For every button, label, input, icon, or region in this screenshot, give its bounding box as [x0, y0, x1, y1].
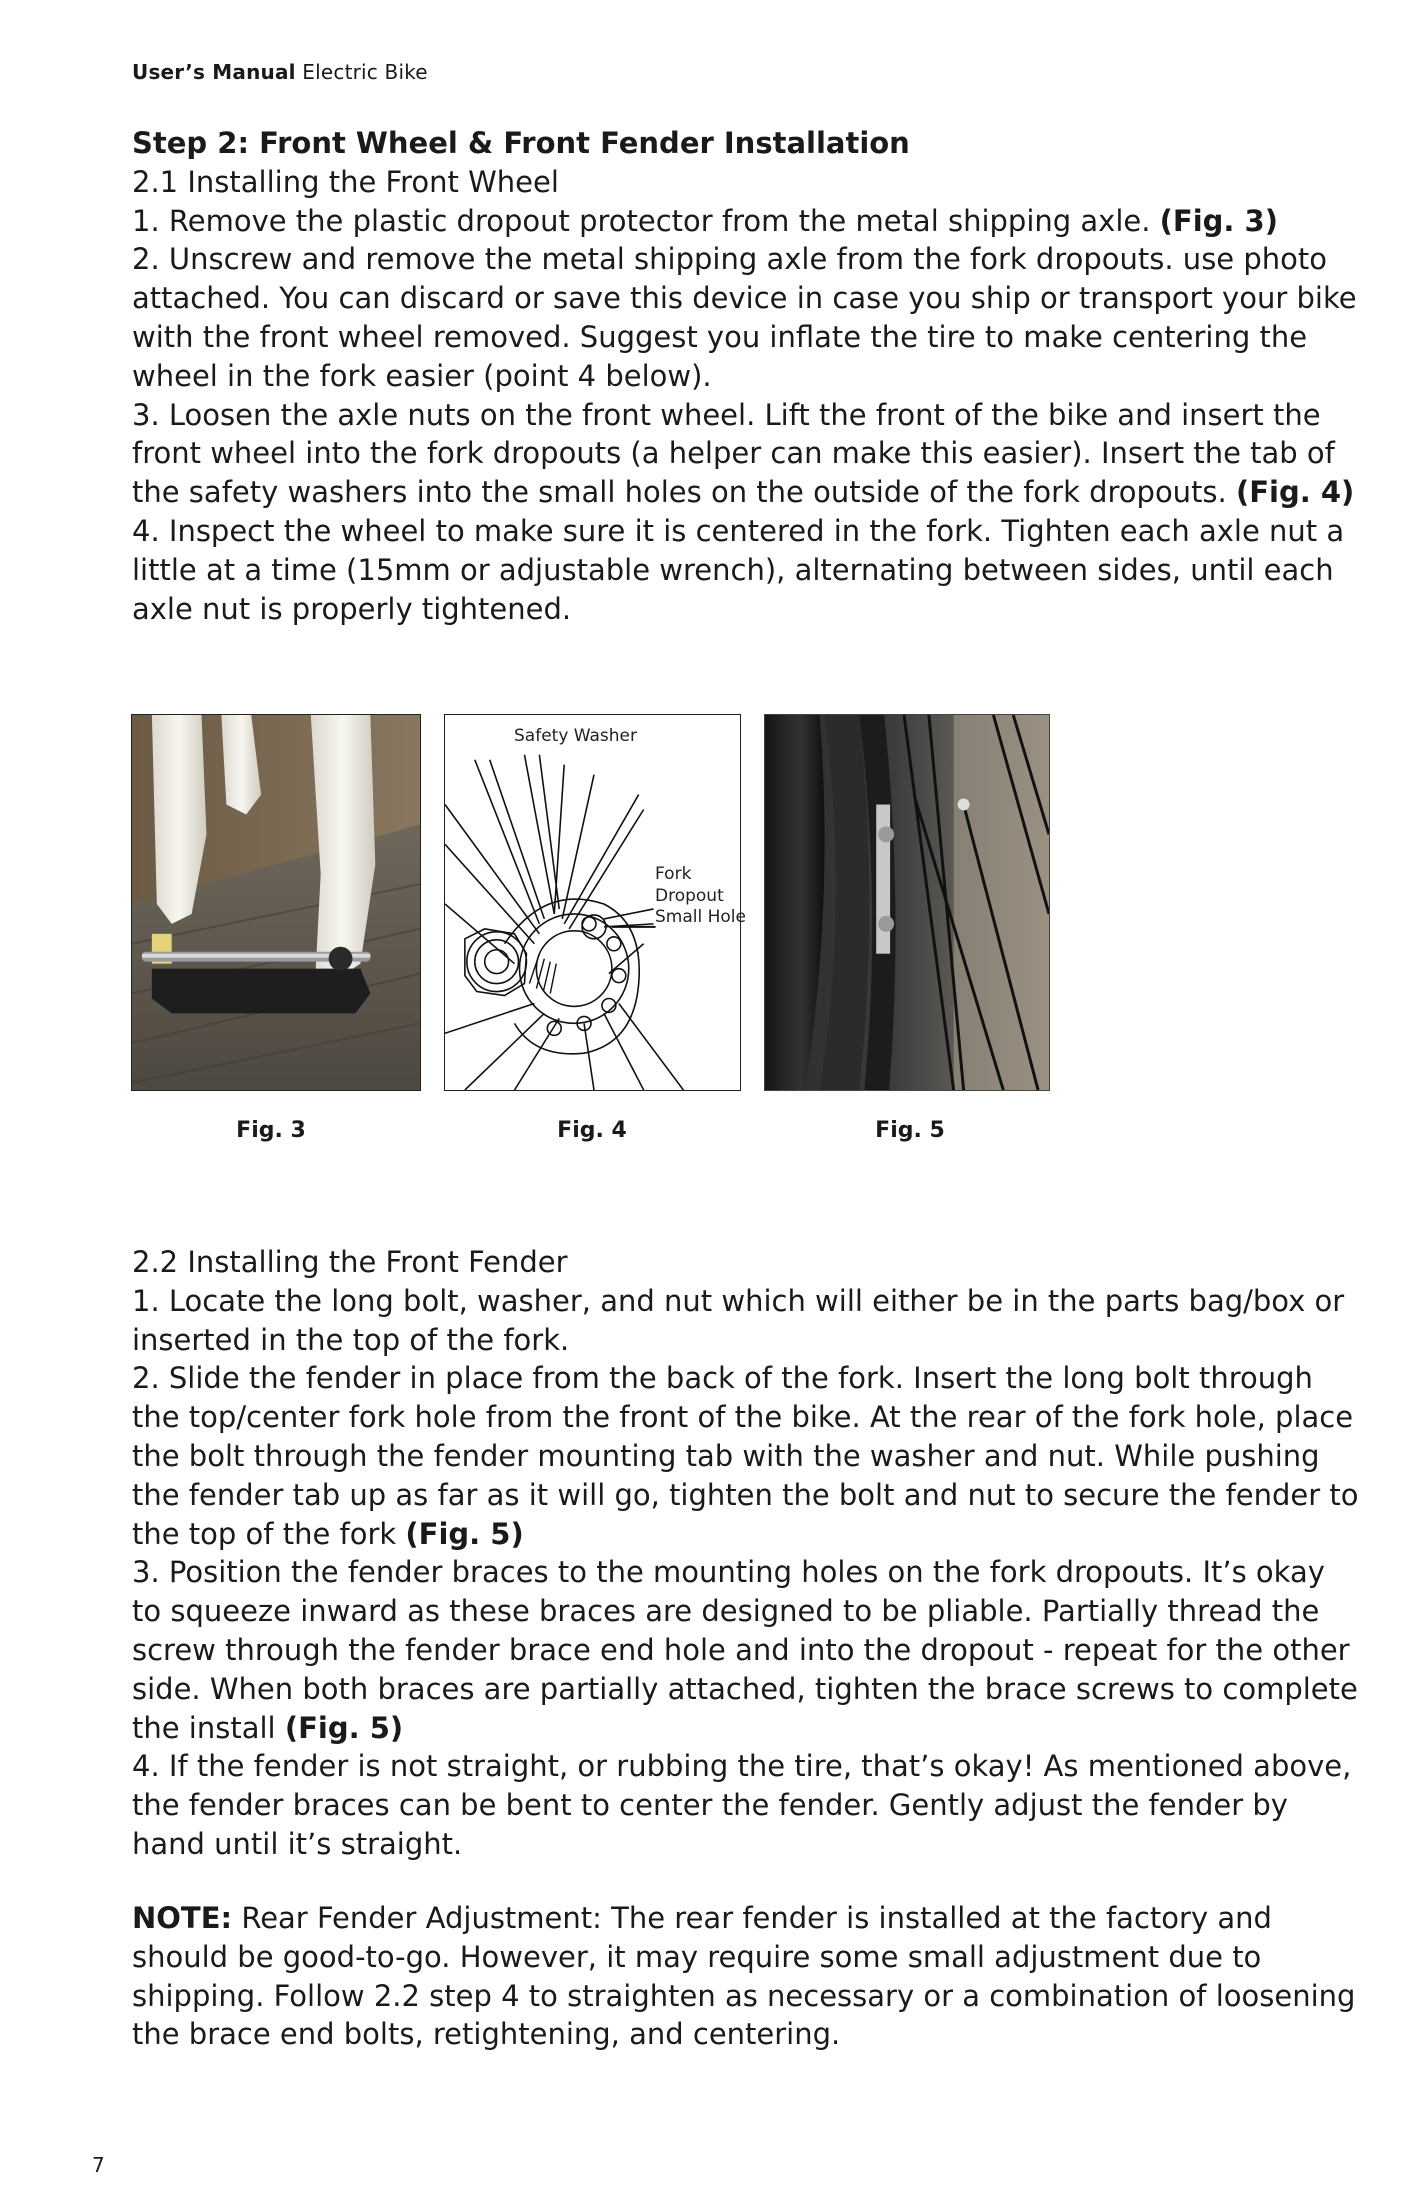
fender-step-2 [132, 1359, 1362, 1553]
fig-4-label-line: Fork [655, 864, 692, 884]
front-wheel-section [132, 124, 1362, 628]
subsection-title-front-fender: 2.2 Installing the Front Fender [132, 1245, 568, 1279]
header-manual-title: User’s Manual [132, 60, 296, 84]
page-number: 7 [92, 2153, 105, 2177]
fig-reference: (Fig. 5) [405, 1516, 524, 1551]
fig-3-photo [131, 714, 421, 1091]
fig-reference: (Fig. 3) [1159, 203, 1278, 238]
fig-4-label-line: Dropout [655, 885, 724, 906]
fender-step-1: 1. Locate the long bolt, washer, and nut which will either be in the parts bag/box or inserted in the top of the fork. [132, 1283, 1345, 1357]
fender-step-3-text: 3. Position the fender braces to the mounting holes on the fork dropouts. It’s okay to squeeze inward as these braces are designed to be pliable. Partially thread the screw through the fender brace end hole and into the dropout - repeat for the other side. When both braces are partially attached, tighten the brace screws to complete the install [132, 1555, 1358, 1745]
running-header [132, 60, 428, 84]
front-fender-section [132, 1243, 1362, 1864]
wheel-step-3 [132, 396, 1362, 512]
fender-step-3 [132, 1553, 1362, 1747]
fig-reference: (Fig. 5) [284, 1710, 404, 1745]
note-label: NOTE: [132, 1901, 233, 1935]
wheel-step-2: 2. Unscrew and remove the metal shipping axle from the fork dropouts. use photo attached. You can discard or save this device in case you ship or transport your bike with the front wheel removed. Suggest you inflate the tire to make centering the wheel in the fork easier (point 4 below). [132, 242, 1357, 393]
fender-brace-photo [765, 715, 1049, 1090]
fig-4-label-safety-washer: Safety Washer [514, 726, 638, 746]
fender-step-4: 4. If the fender is not straight, or rubbing the tire, that’s okay! As mentioned above, the fender braces can be bent to center the fender. Gently adjust the fender by hand until it’s straight. [132, 1749, 1352, 1861]
fig-5-caption: Fig. 5 [875, 1118, 945, 1143]
header-product-name: Electric Bike [295, 60, 428, 84]
fig-4-label-line: Small Hole [655, 907, 746, 927]
fig-5-photo [764, 714, 1050, 1091]
rear-fender-note [132, 1899, 1362, 2054]
fig-3-caption: Fig. 3 [236, 1118, 306, 1143]
wheel-step-4: 4. Inspect the wheel to make sure it is centered in the fork. Tighten each axle nut a little at a time (15mm or adjustable wrench), alternating between sides, until each axle nut is properly tightened. [132, 513, 1345, 626]
wheel-step-1 [132, 202, 1362, 241]
note-text: Rear Fender Adjustment: The rear fender is installed at the factory and should be good-to-go. However, it may require some small adjustment due to shipping. Follow 2.2 step 4 to straighten as necessary or a combination of loosening the brace end bolts, retightening, and centering. [132, 1901, 1356, 2052]
fig-reference: (Fig. 4) [1235, 475, 1355, 510]
shipping-axle-photo [132, 715, 420, 1090]
wheel-step-3-text: 3. Loosen the axle nuts on the front wheel. Lift the front of the bike and insert the front wheel into the fork dropouts (a helper can make this easier). Insert the tab of the safety washers into the small holes on the outside of the fork dropouts. [132, 397, 1335, 510]
fender-step-2-text: 2. Slide the fender in place from the back of the fork. Insert the long bolt through the top/center fork hole from the front of the bike. At the rear of the fork hole, place the bolt through the fender mounting tab with the washer and nut. While pushing the fender tab up as far as it will go, tighten the bolt and nut to secure the fender to the top of the fork [132, 1361, 1359, 1551]
note-paragraph [132, 1899, 1362, 2054]
fig-4-label-fork-dropout-small-hole [655, 864, 746, 929]
subsection-title-front-wheel: 2.1 Installing the Front Wheel [132, 164, 559, 199]
step-title: Step 2: Front Wheel & Front Fender Installation [132, 126, 910, 160]
wheel-step-1-text: 1. Remove the plastic dropout protector from the metal shipping axle. [132, 203, 1160, 238]
fig-4-caption: Fig. 4 [557, 1118, 627, 1143]
